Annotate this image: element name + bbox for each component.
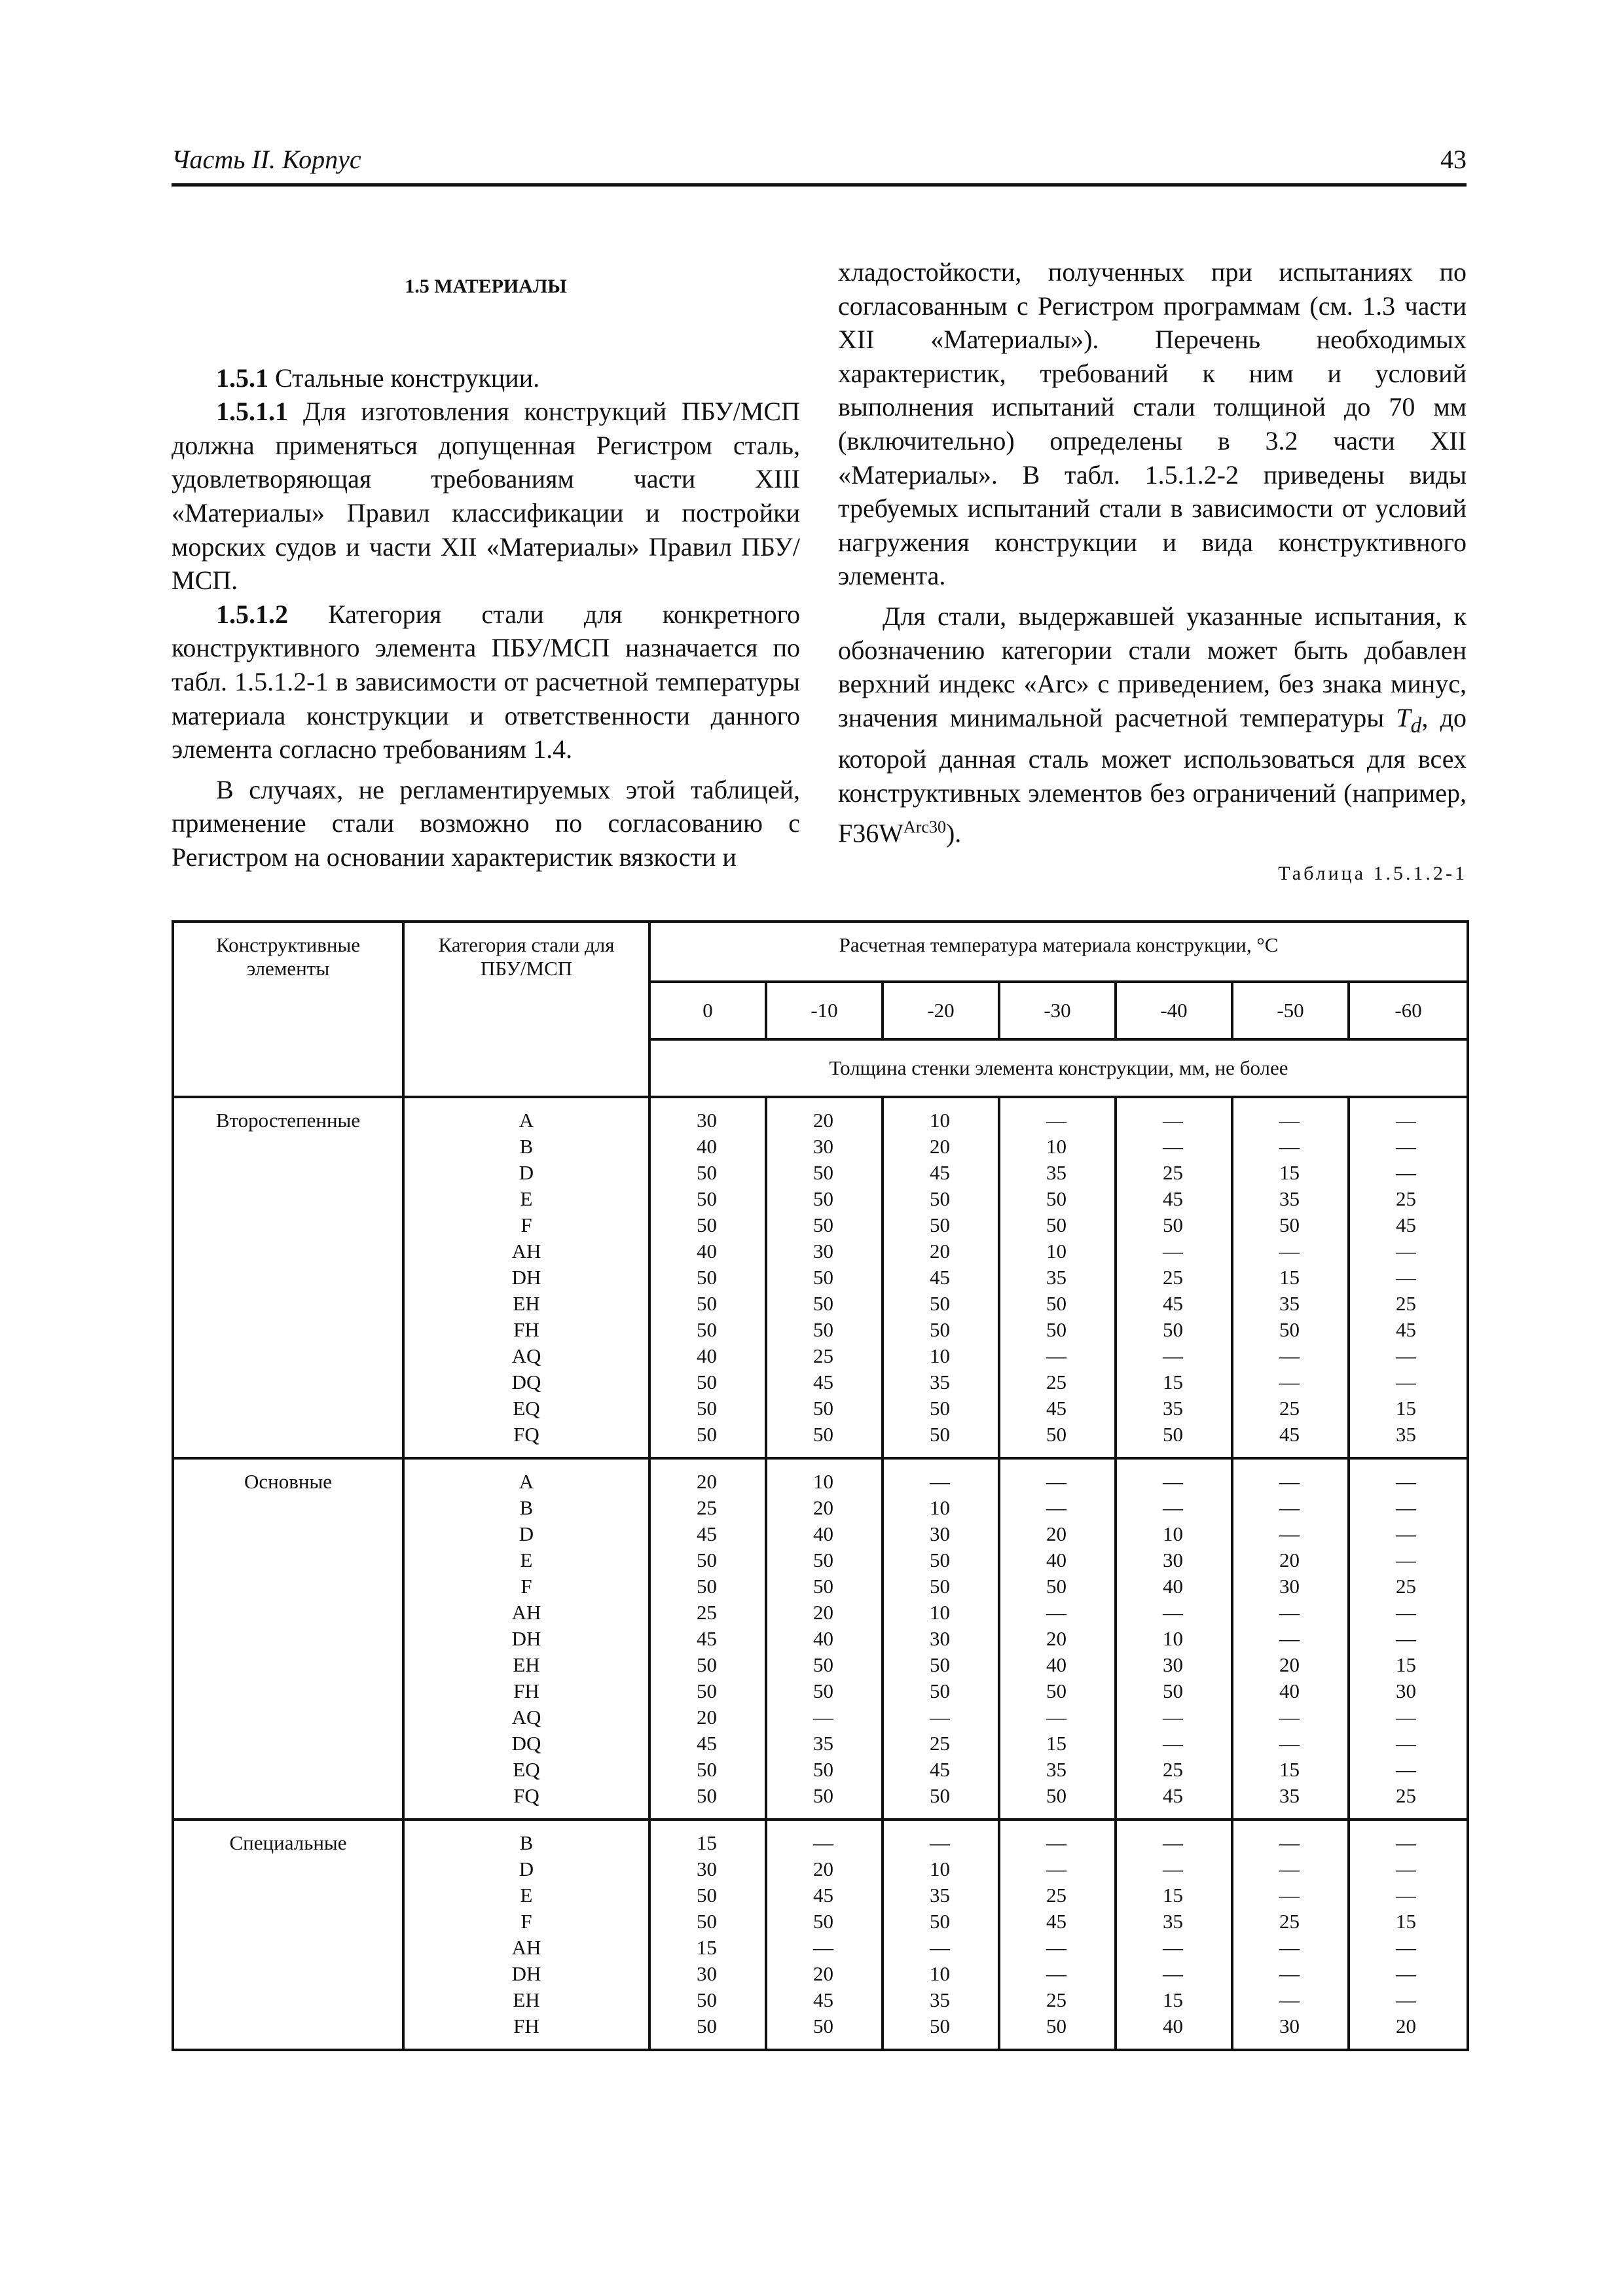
values-minus-30: — 10 35 50 50 10 35 50 50 — 25 45 50 — [999, 1097, 1116, 1458]
values-minus-50: — — 15 35 50 — 15 35 50 — — 25 45 — [1232, 1097, 1349, 1458]
element-name: Второстепенные — [173, 1097, 403, 1458]
values-minus-50: — — — 20 30 — — 20 40 — — 15 35 — [1232, 1458, 1349, 1820]
values-minus-10: 20 30 50 50 50 30 50 50 50 25 45 50 50 — [766, 1097, 883, 1458]
temp-minus-60: -60 — [1349, 982, 1468, 1039]
category-list: B D E F AH DH EH FH — [403, 1820, 649, 2050]
element-name: Основные — [173, 1458, 403, 1820]
category-list: A B D E F AH DH EH FH AQ DQ EQ FQ — [403, 1458, 649, 1820]
values-0: 15 30 50 50 15 30 50 50 — [649, 1820, 766, 2050]
paragraph-1-5-1 — [172, 361, 800, 395]
temp-minus-10: -10 — [766, 982, 883, 1039]
values-minus-60: — — — 25 45 — — 25 45 — — 15 35 — [1349, 1097, 1468, 1458]
clause-number: 1.5.1.2 — [216, 599, 288, 629]
left-column — [172, 255, 800, 874]
values-minus-40: — — 10 30 40 — 10 30 50 — — 25 45 — [1116, 1458, 1232, 1820]
section-title: 1.5 МАТЕРИАЛЫ — [405, 276, 567, 297]
paragraph-arc-index: Для стали, выдержавшей указанные испытания, к обозначению категории стали может быть добавлен верхний индекс «Arc» с приведением, без знака минус, значения минимальной расчетной температуры $T_d$, до которой данная сталь может использоваться для всех конструктивных элементов без ограничений (например, $F36W^{Arc30}$). — [838, 601, 1467, 848]
values-minus-60: — — — 15 — — — 20 — [1349, 1820, 1468, 2050]
values-minus-30: — — 20 40 50 — 20 40 50 — 15 35 50 — [999, 1458, 1116, 1820]
clause-number: 1.5.1.1 — [216, 397, 288, 427]
clause-text: Стальные конструкции. — [268, 363, 540, 393]
values-minus-20: — 10 35 50 — 10 35 50 — [883, 1820, 999, 2050]
values-minus-20: — 10 30 50 50 10 30 50 50 — 25 45 50 — [883, 1458, 999, 1820]
values-0: 30 40 50 50 50 40 50 50 50 40 50 50 50 — [649, 1097, 766, 1458]
steel-category-table — [172, 920, 1469, 2051]
header-temperature: Расчетная температура материала конструкции, °C — [649, 922, 1468, 982]
clause-number: 1.5.1 — [216, 363, 268, 393]
running-title: Часть II. Корпус — [172, 145, 361, 174]
values-minus-40: — — 15 35 — — 15 40 — [1116, 1820, 1232, 2050]
values-minus-60: — — — — 25 — — 15 30 — — — 25 — [1349, 1458, 1468, 1820]
header-thickness: Толщина стенки элемента конструкции, мм, не более — [649, 1039, 1468, 1097]
td-symbol: $T_d$ — [1396, 702, 1422, 738]
element-name: Специальные — [173, 1820, 403, 2050]
header-category: Категория стали для ПБУ/МСП — [403, 922, 649, 1097]
table-row-main — [173, 1458, 1468, 1820]
paragraph-continued: хладостойкости, полученных при испытаниях по согласованным с Регистром программам (см. 1.3 части XII «Материалы»). Перечень необходимых характеристик, требований к ним и условий выполнения испытаний стали толщиной до 70 мм (включительно) определены в 3.2 части XII «Материалы». В табл. 1.5.1.2-2 приведены виды требуемых испытаний стали в зависимости от условий нагружения конструкции и вида конструктивного элемента. — [838, 257, 1467, 591]
table-row-secondary — [173, 1097, 1468, 1458]
temp-minus-20: -20 — [883, 982, 999, 1039]
clause-text: Категория стали для конкретного конструктивного элемента ПБУ/МСП назначается по табл. 1.5.1.2-1 в зависимости от расчетной температуры материала конструкции и ответственности данного элемента согласно требованиям 1.4. — [172, 599, 800, 764]
temp-0: 0 — [649, 982, 766, 1039]
values-0: 20 25 45 50 50 25 45 50 50 20 45 50 50 — [649, 1458, 766, 1820]
values-minus-10: 10 20 40 50 50 20 40 50 50 — 35 50 50 — [766, 1458, 883, 1820]
page-number: 43 — [1440, 145, 1467, 174]
paragraph-1-5-1-2 — [172, 598, 800, 766]
temp-minus-30: -30 — [999, 982, 1116, 1039]
paragraph-exceptions: В случаях, не регламентируемых этой таблицей, применение стали возможно по согласованию с Регистром на основании характеристик вязкости и — [172, 774, 800, 872]
values-minus-30: — — 25 45 — — 25 50 — [999, 1820, 1116, 2050]
table-row-special — [173, 1820, 1468, 2050]
page-header — [172, 144, 1467, 187]
values-minus-50: — — — 25 — — — 30 — [1232, 1820, 1349, 2050]
table-caption: Таблица 1.5.1.2-1 — [1278, 863, 1467, 884]
clause-text: Для изготовления конструкций ПБУ/МСП должна применяться допущенная Регистром сталь, удовлетворяющая требованиям части XIII «Материалы» Правил классификации и постройки морских судов и части XII «Материалы» Правил ПБУ/МСП. — [172, 397, 800, 596]
values-minus-10: — 20 45 50 — 20 45 50 — [766, 1820, 883, 2050]
values-minus-40: — — 25 45 50 — 25 45 50 — 15 35 50 — [1116, 1097, 1232, 1458]
temp-minus-40: -40 — [1116, 982, 1232, 1039]
category-list: A B D E F AH DH EH FH AQ DQ EQ FQ — [403, 1097, 649, 1458]
temp-minus-50: -50 — [1232, 982, 1349, 1039]
header-elements: Конструктивные элементы — [173, 922, 403, 1097]
right-column — [838, 255, 1467, 850]
paragraph-1-5-1-1 — [172, 395, 800, 598]
values-minus-20: 10 20 45 50 50 20 45 50 50 10 35 50 50 — [883, 1097, 999, 1458]
